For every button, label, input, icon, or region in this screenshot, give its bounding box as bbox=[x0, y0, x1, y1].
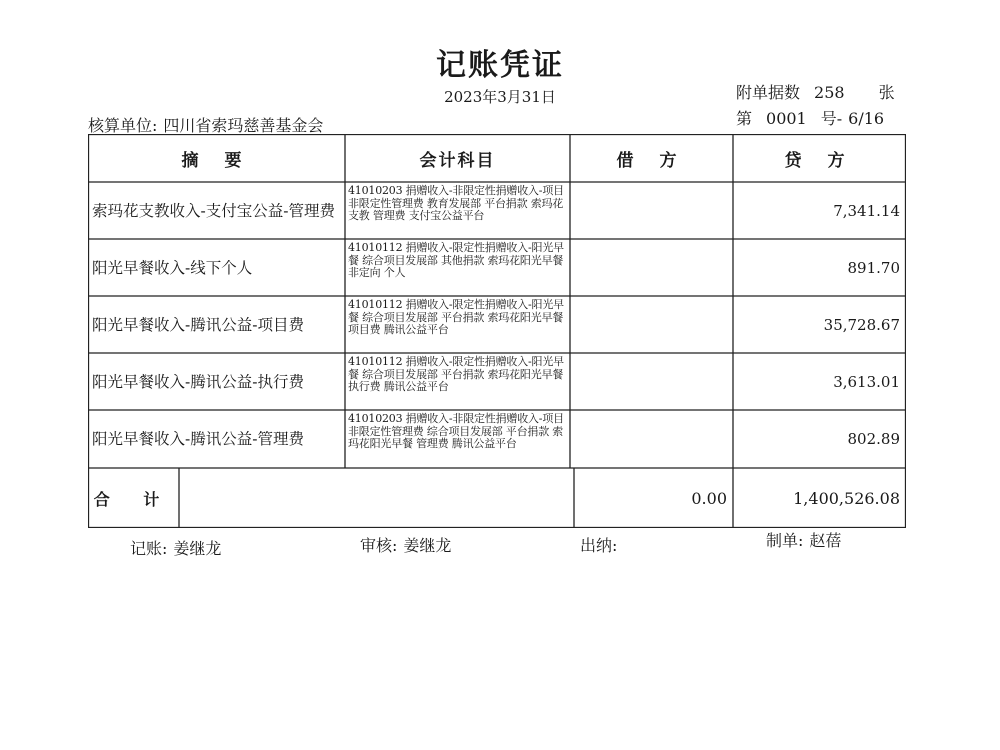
voucher-prefix: 第 bbox=[736, 109, 753, 128]
row-3-account: 41010112 捐赠收入-限定性捐赠收入-阳光早餐 综合项目发展部 平台捐款 索玛花阳光早餐 项目费 腾讯公益平台 bbox=[348, 298, 564, 336]
cashier-label: 出纳: bbox=[580, 536, 618, 555]
page-fraction: 6/16 bbox=[848, 109, 885, 128]
maker-name: 赵蓓 bbox=[809, 531, 842, 550]
row-1-summary: 索玛花支教收入-支付宝公益-管理费 bbox=[92, 201, 335, 220]
row-5-account: 41010203 捐赠收入-非限定性捐赠收入-项目非限定性管理费 综合项目发展部 平台捐款 索玛花阳光早餐 管理费 腾讯公益平台 bbox=[348, 412, 564, 450]
reviewer-label: 审核: bbox=[360, 536, 398, 555]
attachments-unit: 张 bbox=[878, 83, 895, 102]
voucher-date: 2023年3月31日 bbox=[444, 88, 556, 106]
unit-name: 四川省索玛慈善基金会 bbox=[163, 116, 324, 135]
voucher-table bbox=[88, 134, 906, 528]
row-5-summary: 阳光早餐收入-腾讯公益-管理费 bbox=[92, 430, 304, 448]
row-1-account: 41010203 捐赠收入-非限定性捐赠收入-项目非限定性管理费 教育发展部 平台捐款 索玛花支教 管理费 支付宝公益平台 bbox=[348, 184, 564, 222]
row-2-credit: 891.70 bbox=[847, 258, 900, 277]
reviewer-name: 姜继龙 bbox=[403, 536, 452, 555]
row-4-account: 41010112 捐赠收入-限定性捐赠收入-阳光早餐 综合项目发展部 平台捐款 索玛花阳光早餐 执行费 腾讯公益平台 bbox=[348, 355, 564, 393]
column-header-summary: 摘 要 bbox=[181, 150, 252, 171]
voucher-suffix: 号- bbox=[820, 109, 843, 128]
voucher-title: 记账凭证 bbox=[436, 48, 564, 83]
attachments-info bbox=[736, 80, 895, 103]
voucher-number: 0001 bbox=[766, 109, 807, 128]
maker-label: 制单: bbox=[766, 531, 804, 550]
attachments-label: 附单据数 bbox=[736, 83, 801, 102]
row-2-debit bbox=[570, 239, 733, 296]
voucher-number-info bbox=[736, 106, 884, 129]
unit-label: 核算单位: bbox=[88, 116, 158, 135]
maker-signature bbox=[766, 528, 841, 551]
column-header-credit: 贷 方 bbox=[784, 150, 855, 171]
attachments-count: 258 bbox=[814, 83, 845, 102]
row-1-credit: 7,341.14 bbox=[833, 201, 900, 220]
row-3-debit bbox=[570, 296, 733, 353]
row-4-summary: 阳光早餐收入-腾讯公益-执行费 bbox=[92, 372, 304, 391]
bookkeeper-label: 记账: bbox=[130, 539, 168, 558]
total-label: 合 计 bbox=[93, 489, 174, 509]
bookkeeper-name: 姜继龙 bbox=[173, 539, 222, 558]
row-2-summary: 阳光早餐收入-线下个人 bbox=[92, 258, 253, 277]
row-5-debit bbox=[570, 410, 733, 468]
bookkeeper-signature bbox=[130, 536, 221, 559]
reviewer-signature bbox=[360, 533, 451, 556]
column-header-account: 会计科目 bbox=[419, 150, 496, 171]
total-credit: 1,400,526.08 bbox=[793, 488, 900, 508]
column-header-debit: 借 方 bbox=[616, 150, 687, 171]
cashier-signature bbox=[580, 533, 617, 556]
row-1-debit bbox=[570, 182, 733, 239]
row-3-credit: 35,728.67 bbox=[823, 315, 900, 334]
total-debit: 0.00 bbox=[691, 488, 727, 508]
row-2-account: 41010112 捐赠收入-限定性捐赠收入-阳光早餐 综合项目发展部 其他捐款 索玛花阳光早餐 非定向 个人 bbox=[348, 241, 564, 279]
row-4-debit bbox=[570, 353, 733, 410]
row-4-credit: 3,613.01 bbox=[833, 372, 900, 391]
row-5-credit: 802.89 bbox=[847, 430, 900, 448]
accounting-unit bbox=[88, 113, 323, 136]
row-3-summary: 阳光早餐收入-腾讯公益-项目费 bbox=[92, 315, 304, 334]
